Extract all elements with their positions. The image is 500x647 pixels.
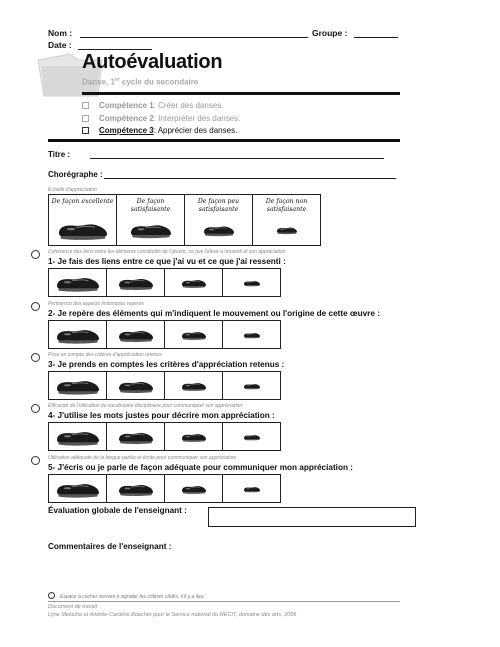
date-label: Date : (48, 40, 72, 50)
choregraphe-field-line[interactable] (104, 178, 396, 179)
choregraphe-label: Chorégraphe : (48, 170, 103, 179)
groupe-label: Groupe : (312, 28, 348, 38)
competences-rule (48, 139, 400, 142)
competence-item (82, 113, 240, 126)
criterion-radio[interactable] (31, 302, 40, 311)
scale-level-label: De façon satisfaisante (130, 198, 171, 213)
competence-label: Compétence 3 (99, 126, 154, 135)
criterion-radio[interactable] (31, 456, 40, 465)
scale-caption: Échelle d'appréciation (48, 187, 97, 193)
criterion-note: Cohérence des liens entre les éléments constitutifs de l'œuvre, ce que l'élève a ressenti et son appréciation (48, 249, 286, 255)
competence-checkbox[interactable] (82, 127, 89, 134)
titre-field-line[interactable] (90, 158, 384, 159)
rating-cell[interactable] (223, 269, 280, 296)
rating-cell[interactable] (49, 475, 107, 502)
rating-cell[interactable] (165, 475, 223, 502)
legend-radio (48, 592, 55, 599)
criterion-question: 4- J'utilise les mots justes pour décrire mon appréciation : (48, 411, 275, 420)
competences-list (82, 100, 240, 138)
rating-cell[interactable] (107, 423, 165, 450)
doc-type: Document de travail (48, 604, 97, 610)
shoe-icon (117, 215, 184, 245)
comments-label: Commentaires de l'enseignant : (48, 542, 172, 551)
scale-level (185, 195, 253, 245)
criterion-question: 1- Je fais des liens entre ce que j'ai vu et ce que j'ai ressenti : (48, 257, 286, 266)
groupe-field-line[interactable] (354, 37, 398, 38)
rating-cell[interactable] (107, 475, 165, 502)
rating-cell[interactable] (223, 475, 280, 502)
criterion-radio[interactable] (31, 353, 40, 362)
shoe-icon (49, 215, 116, 245)
competence-text: : Apprécier des danses. (153, 126, 238, 135)
footer-rule (48, 601, 400, 602)
competence-label: Compétence 2 (99, 113, 154, 123)
nom-label: Nom : (48, 28, 73, 38)
competence-item (82, 100, 240, 113)
criterion-question: 3- Je prends en comptes les critères d'appréciation retenus : (48, 360, 285, 369)
eval-label: Évaluation globale de l'enseignant : (48, 506, 187, 515)
rating-cell[interactable] (49, 372, 107, 399)
rating-cell[interactable] (49, 269, 107, 296)
rating-cell[interactable] (165, 321, 223, 348)
competence-label: Compétence 1 (99, 101, 154, 110)
criterion-radio[interactable] (31, 404, 40, 413)
criterion-radio[interactable] (31, 250, 40, 259)
rating-row (48, 371, 281, 400)
page-title: Autoévaluation (82, 51, 223, 73)
rating-cell[interactable] (223, 423, 280, 450)
rating-cell[interactable] (107, 269, 165, 296)
rating-cell[interactable] (107, 321, 165, 348)
title-rule (82, 92, 400, 95)
rating-row (48, 474, 281, 503)
scale-level-label: De façon non satisfaisante (265, 198, 308, 213)
scale-level (49, 195, 117, 245)
scale-level-label: De façon excellente (51, 198, 114, 205)
rating-cell[interactable] (107, 372, 165, 399)
competence-text: : Créer des danses. (153, 101, 224, 110)
rating-cell[interactable] (165, 372, 223, 399)
criterion-note: Pertinence des aspects historiques repérés (48, 301, 144, 307)
appreciation-scale (48, 194, 321, 246)
rating-row (48, 268, 281, 297)
scale-level-label: De façon peu satisfaisante (197, 198, 240, 213)
competence-text: : Interpréter des danses. (153, 113, 241, 123)
rating-cell[interactable] (49, 423, 107, 450)
competence-checkbox[interactable] (82, 102, 89, 109)
shoe-icon (253, 215, 320, 245)
criterion-note: Efficacité de l'utilisation du vocabulaire disciplinaire pour communiquer son appréciation (48, 403, 243, 409)
page-subtitle: Danse, 1er cycle du secondaire (82, 77, 199, 87)
rating-cell[interactable] (223, 321, 280, 348)
criterion-question: 2- Je repère des éléments qui m'indiquent le mouvement ou l'origine de cette œuvre : (48, 309, 380, 318)
eval-box[interactable] (208, 507, 416, 527)
rating-cell[interactable] (165, 269, 223, 296)
scale-level (253, 195, 320, 245)
competence-checkbox[interactable] (82, 115, 89, 122)
rating-cell[interactable] (49, 321, 107, 348)
criterion-question: 5- J'écris ou je parle de façon adéquate pour communiquer mon appréciation : (48, 463, 353, 472)
criterion-note: Prise en compte des critères d'appréciation retenus (48, 352, 162, 358)
competence-item (82, 125, 240, 138)
rating-row (48, 422, 281, 451)
credits: Lyne Meloche et Andrée-Caroline Boucher pour le Service national du RÉCIT, domaine des arts, 2006 (48, 612, 297, 618)
rating-cell[interactable] (165, 423, 223, 450)
shoe-icon (185, 215, 252, 245)
nom-field-line[interactable] (80, 37, 308, 38)
titre-label: Titre : (48, 150, 71, 159)
criterion-note: Utilisation adéquate de la langue parlée et écrite pour communiquer son appréciation (48, 455, 237, 461)
legend-text: Espace à cocher servant à signaler les critères ciblés, s'il y a lieu. (60, 594, 205, 600)
rating-row (48, 320, 281, 349)
scale-level (117, 195, 185, 245)
rating-cell[interactable] (223, 372, 280, 399)
